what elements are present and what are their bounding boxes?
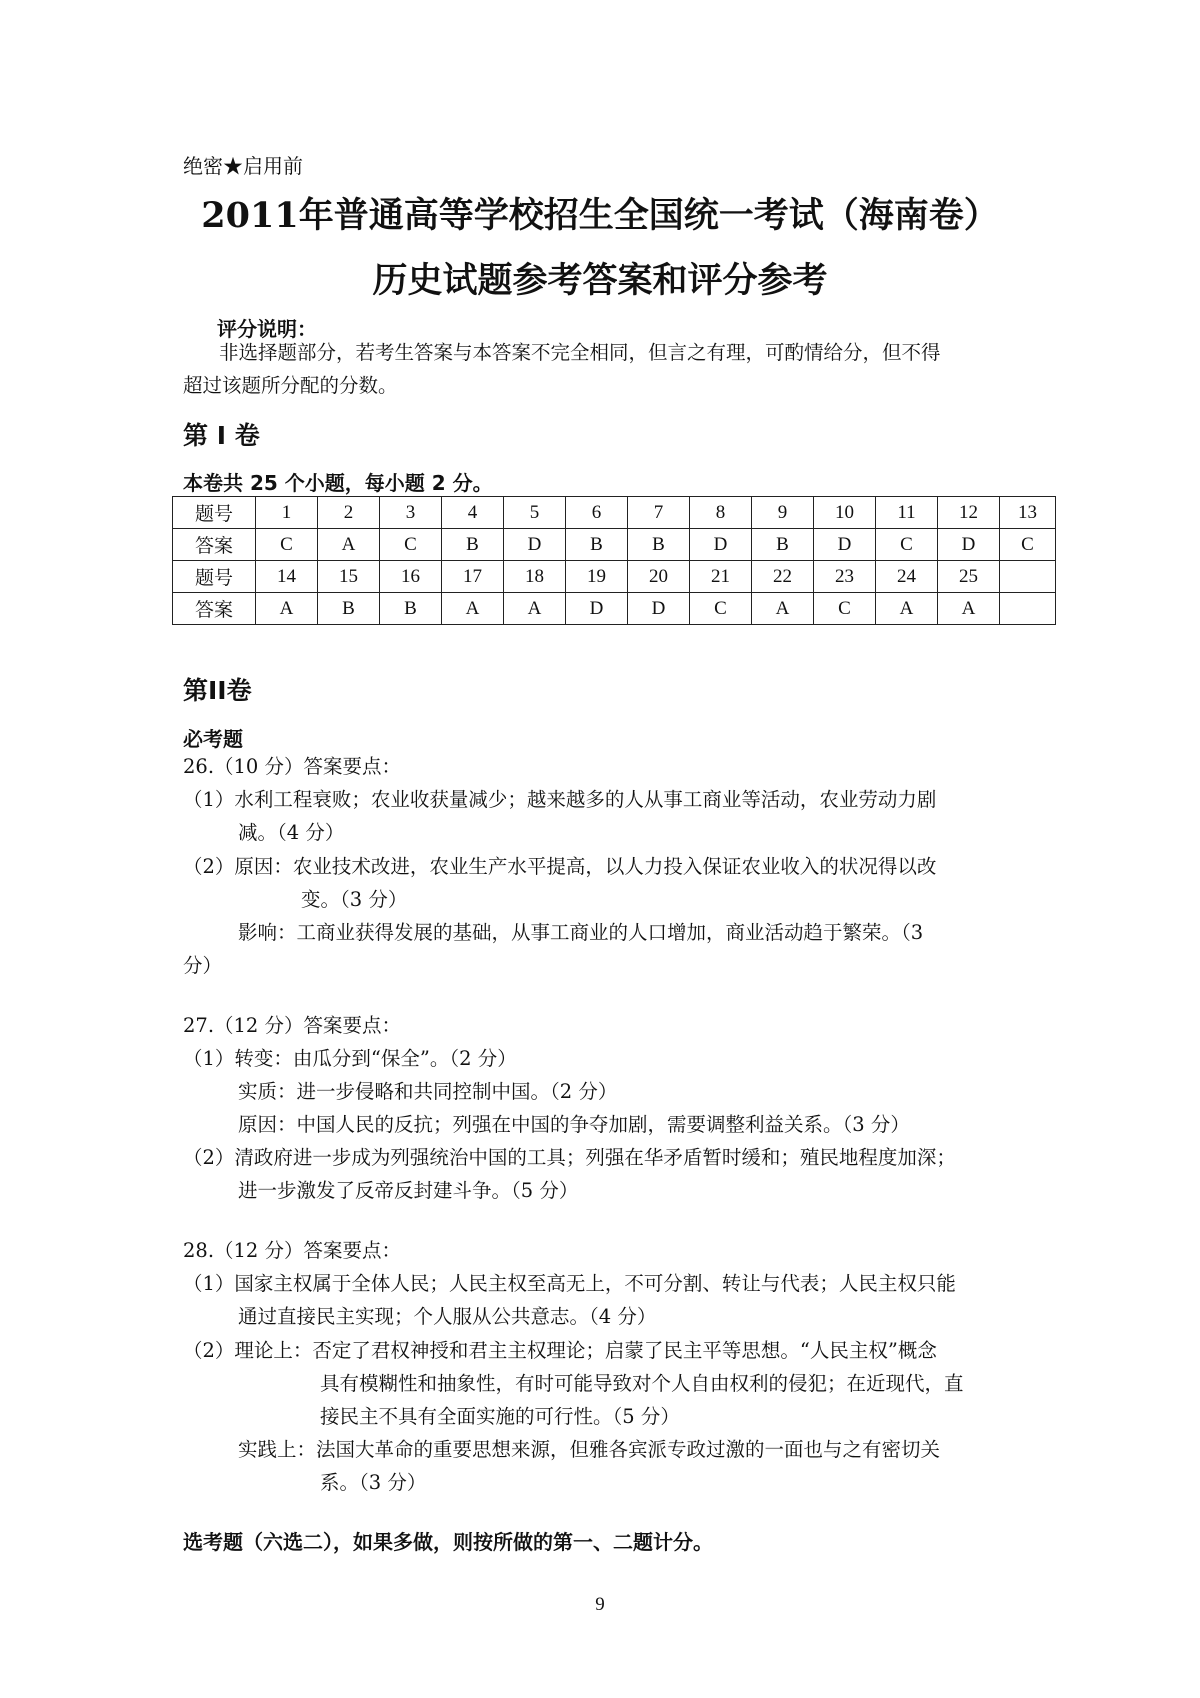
- table-cell: 16: [380, 561, 442, 593]
- volume1-subheading: 本卷共 25 个小题，每小题 2 分。: [183, 471, 493, 495]
- required-heading: 必考题: [183, 727, 243, 751]
- table-cell: A: [256, 593, 318, 625]
- table-cell: 12: [938, 497, 1000, 529]
- table-cell: A: [318, 529, 380, 561]
- table-cell: 13: [1000, 497, 1056, 529]
- q26-title: 26.（10 分）答案要点：: [183, 755, 402, 778]
- table-cell: B: [566, 529, 628, 561]
- table-cell: [1000, 593, 1056, 625]
- table-cell: C: [256, 529, 318, 561]
- table-cell: B: [752, 529, 814, 561]
- q28-part2-line4: 实践上：法国大革命的重要思想来源，但雅各宾派专政过激的一面也与之有密切关: [238, 1438, 941, 1461]
- q26-part2-line4: 分）: [183, 954, 223, 977]
- table-cell: 5: [504, 497, 566, 529]
- table-cell: 2: [318, 497, 380, 529]
- volume2-heading: 第II卷: [183, 676, 252, 705]
- table-cell: 15: [318, 561, 380, 593]
- table-cell: C: [1000, 529, 1056, 561]
- table-cell: 10: [814, 497, 876, 529]
- table-cell: 17: [442, 561, 504, 593]
- q27-part1-line1: （1）转变：由瓜分到“保全”。（2 分）: [183, 1047, 517, 1070]
- table-cell: D: [938, 529, 1000, 561]
- exam-title: 2011年普通高等学校招生全国统一考试（海南卷）: [201, 195, 999, 236]
- table-cell: 23: [814, 561, 876, 593]
- table-cell: C: [876, 529, 938, 561]
- table-row-header: 题号: [173, 561, 256, 593]
- table-cell: 9: [752, 497, 814, 529]
- elective-heading: 选考题（六选二），如果多做，则按所做的第一、二题计分。: [183, 1530, 713, 1554]
- table-cell: B: [318, 593, 380, 625]
- table-cell: 24: [876, 561, 938, 593]
- answer-title: 历史试题参考答案和评分参考: [372, 260, 828, 301]
- table-cell: 11: [876, 497, 938, 529]
- table-row: [173, 529, 1056, 561]
- table-cell: 14: [256, 561, 318, 593]
- table-cell: B: [380, 593, 442, 625]
- table-cell: 6: [566, 497, 628, 529]
- q26-part1-line2: 减。（4 分）: [238, 821, 345, 844]
- table-cell: A: [504, 593, 566, 625]
- table-cell: A: [752, 593, 814, 625]
- q28-part2-line2: 具有模糊性和抽象性，有时可能导致对个人自由权利的侵犯；在近现代，直: [320, 1372, 964, 1395]
- scoring-note-line1: 非选择题部分，若考生答案与本答案不完全相同，但言之有理，可酌情给分，但不得: [219, 341, 941, 364]
- q26-part2-line2: 变。（3 分）: [301, 888, 408, 911]
- q28-part1-line2: 通过直接民主实现；个人服从公共意志。（4 分）: [238, 1305, 657, 1328]
- q28-part1-line1: （1）国家主权属于全体人民；人民主权至高无上，不可分割、转让与代表；人民主权只能: [183, 1272, 956, 1295]
- table-row: [173, 561, 1056, 593]
- scoring-note-heading: 评分说明：: [217, 317, 317, 341]
- table-cell: B: [442, 529, 504, 561]
- table-cell: A: [442, 593, 504, 625]
- table-cell: 4: [442, 497, 504, 529]
- table-cell: C: [814, 593, 876, 625]
- page-number: 9: [595, 1594, 605, 1615]
- table-cell: 3: [380, 497, 442, 529]
- table-cell: 25: [938, 561, 1000, 593]
- table-cell: D: [690, 529, 752, 561]
- confidential-label: 绝密★启用前: [183, 154, 303, 178]
- table-cell: D: [628, 593, 690, 625]
- table-cell: C: [380, 529, 442, 561]
- q28-part2-line3: 接民主不具有全面实施的可行性。（5 分）: [320, 1405, 680, 1428]
- scoring-note-line2: 超过该题所分配的分数。: [183, 374, 398, 397]
- q27-part2-line1: （2）清政府进一步成为列强统治中国的工具；列强在华矛盾暂时缓和；殖民地程度加深；: [183, 1146, 956, 1169]
- table-cell: 8: [690, 497, 752, 529]
- q28-title: 28.（12 分）答案要点：: [183, 1239, 402, 1262]
- volume1-heading: 第 I 卷: [183, 421, 260, 450]
- table-cell: A: [876, 593, 938, 625]
- table-cell: 21: [690, 561, 752, 593]
- q26-part2-line1: （2）原因：农业技术改进，农业生产水平提高，以人力投入保证农业收入的状况得以改: [183, 855, 937, 878]
- table-row: [173, 593, 1056, 625]
- q26-part1-line1: （1）水利工程衰败；农业收获量减少；越来越多的人从事工商业等活动，农业劳动力剧: [183, 788, 937, 811]
- table-cell: 7: [628, 497, 690, 529]
- table-cell: A: [938, 593, 1000, 625]
- table-cell: [1000, 561, 1056, 593]
- table-cell: 22: [752, 561, 814, 593]
- answer-table: [172, 496, 1056, 625]
- table-cell: 20: [628, 561, 690, 593]
- table-row-header: 题号: [173, 497, 256, 529]
- q27-part1-line2: 实质：进一步侵略和共同控制中国。（2 分）: [238, 1080, 618, 1103]
- table-cell: D: [566, 593, 628, 625]
- q27-title: 27.（12 分）答案要点：: [183, 1014, 402, 1037]
- table-cell: 1: [256, 497, 318, 529]
- q28-part2-line1: （2）理论上：否定了君权神授和君主主权理论；启蒙了民主平等思想。“人民主权”概念: [183, 1339, 937, 1362]
- q28-part2-line5: 系。（3 分）: [320, 1471, 427, 1494]
- table-cell: D: [504, 529, 566, 561]
- table-cell: B: [628, 529, 690, 561]
- table-cell: 19: [566, 561, 628, 593]
- table-row-header: 答案: [173, 593, 256, 625]
- q27-part1-line3: 原因：中国人民的反抗；列强在中国的争夺加剧，需要调整利益关系。（3 分）: [238, 1113, 910, 1136]
- table-row-header: 答案: [173, 529, 256, 561]
- table-row: [173, 497, 1056, 529]
- table-cell: D: [814, 529, 876, 561]
- q27-part2-line2: 进一步激发了反帝反封建斗争。（5 分）: [238, 1179, 579, 1202]
- q26-part2-line3: 影响：工商业获得发展的基础，从事工商业的人口增加，商业活动趋于繁荣。（3: [238, 921, 924, 944]
- table-cell: 18: [504, 561, 566, 593]
- table-cell: C: [690, 593, 752, 625]
